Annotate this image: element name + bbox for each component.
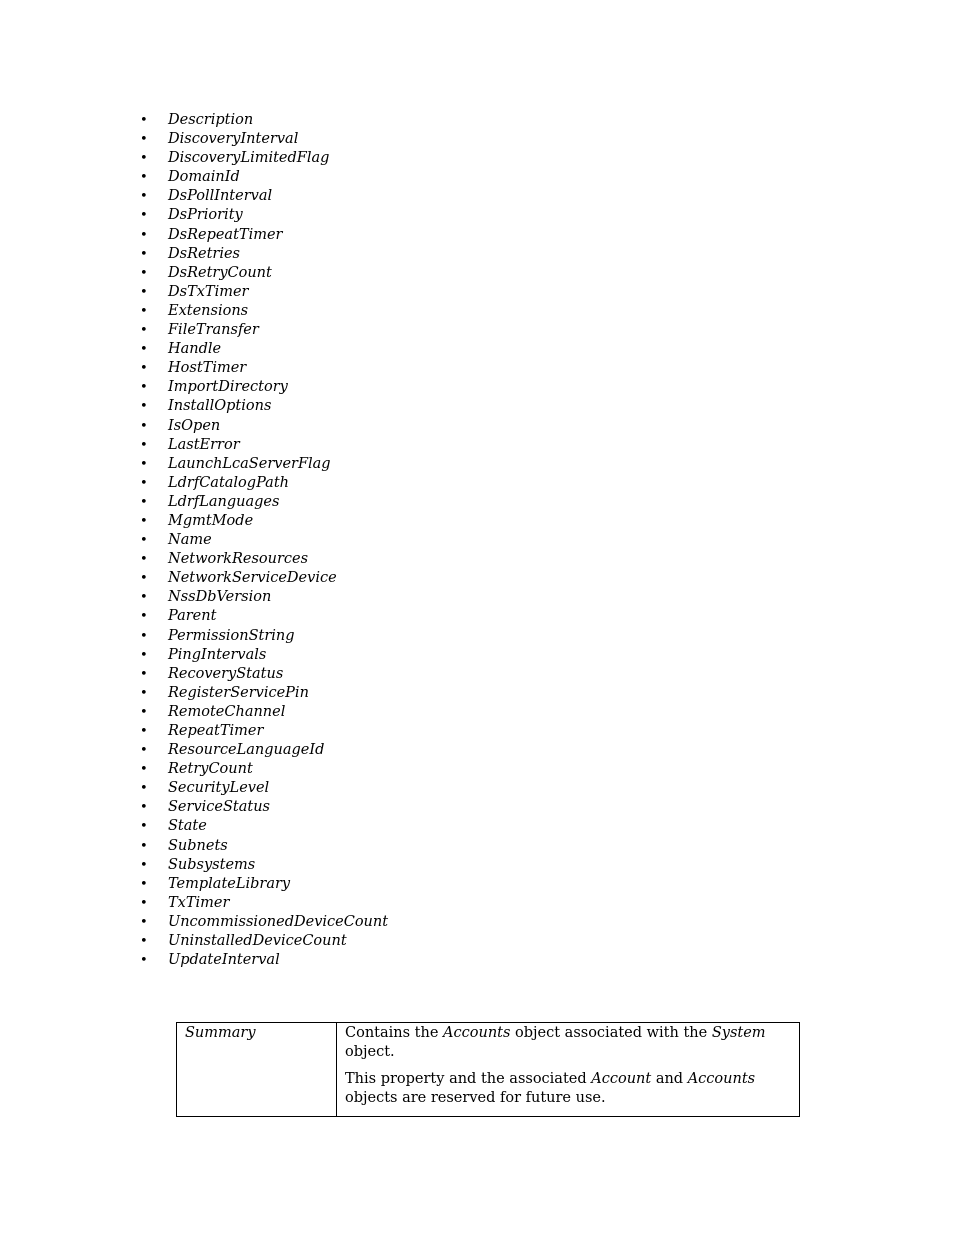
bullet-icon: •	[140, 800, 148, 816]
list-item	[140, 245, 388, 264]
bullet-icon: •	[140, 819, 148, 835]
bullet-icon: •	[140, 494, 148, 510]
property-name: DomainId	[168, 169, 240, 186]
bullet-icon: •	[140, 208, 148, 224]
property-name: Extensions	[168, 302, 249, 319]
list-item	[140, 226, 388, 245]
summary-p1-system: System	[711, 1025, 766, 1041]
property-name: RepeatTimer	[168, 723, 264, 739]
property-name: NetworkServiceDevice	[168, 570, 337, 587]
property-name: LastError	[168, 436, 240, 453]
bullet-icon: •	[140, 151, 148, 167]
bullet-icon: •	[140, 666, 148, 682]
list-item	[140, 321, 388, 340]
list-item	[140, 512, 388, 531]
list-item	[140, 474, 388, 493]
property-name: RetryCount	[168, 761, 253, 778]
list-item	[140, 779, 388, 798]
property-name: UninstalledDeviceCount	[168, 933, 347, 950]
property-name: State	[168, 818, 207, 835]
list-item	[140, 378, 388, 397]
bullet-icon: •	[140, 342, 148, 358]
list-item	[140, 302, 388, 321]
property-name: LdrfLanguages	[168, 493, 280, 510]
property-name: NssDbVersion	[168, 589, 272, 606]
list-item	[140, 149, 388, 168]
property-name: LaunchLcaServerFlag	[168, 455, 331, 472]
bullet-icon: •	[140, 418, 148, 434]
list-item	[140, 455, 388, 474]
list-item	[140, 187, 388, 206]
summary-table	[176, 1022, 800, 1117]
property-name: UpdateInterval	[168, 952, 280, 969]
list-item	[140, 111, 388, 130]
list-item	[140, 130, 388, 149]
list-item	[140, 760, 388, 779]
bullet-icon: •	[140, 475, 148, 491]
list-item	[140, 168, 388, 187]
summary-row	[177, 1023, 800, 1117]
property-name: Subsystems	[168, 856, 256, 873]
list-item	[140, 607, 388, 626]
bullet-icon: •	[140, 361, 148, 377]
summary-p1-text-3: object.	[345, 1044, 395, 1060]
bullet-icon: •	[140, 685, 148, 701]
property-list	[140, 111, 388, 970]
bullet-icon: •	[140, 189, 148, 205]
property-name: ServiceStatus	[168, 799, 270, 816]
property-name: TemplateLibrary	[168, 875, 291, 892]
list-item	[140, 283, 388, 302]
bullet-icon: •	[140, 533, 148, 549]
summary-description	[337, 1023, 800, 1117]
summary-p2-text-1: This property and the associated	[345, 1071, 592, 1087]
bullet-icon: •	[140, 743, 148, 759]
bullet-icon: •	[140, 838, 148, 854]
list-item	[140, 875, 388, 894]
bullet-icon: •	[140, 246, 148, 262]
property-name: NetworkResources	[168, 551, 309, 568]
bullet-icon: •	[140, 303, 148, 319]
bullet-icon: •	[140, 170, 148, 186]
summary-label: Summary	[177, 1023, 337, 1117]
list-item	[140, 684, 388, 703]
list-item	[140, 951, 388, 970]
property-name: ImportDirectory	[168, 379, 288, 396]
summary-p2-accounts: Accounts	[687, 1071, 756, 1087]
property-name: DiscoveryInterval	[168, 131, 299, 148]
bullet-icon: •	[140, 953, 148, 969]
property-name: Name	[168, 532, 212, 549]
bullet-icon: •	[140, 113, 148, 128]
list-item	[140, 837, 388, 856]
property-name: LdrfCatalogPath	[168, 474, 289, 491]
property-name: DsRetries	[168, 245, 240, 262]
property-name: DsRepeatTimer	[168, 226, 283, 243]
list-item	[140, 206, 388, 225]
property-name: FileTransfer	[168, 322, 259, 339]
list-item	[140, 531, 388, 550]
bullet-icon: •	[140, 876, 148, 892]
list-item	[140, 397, 388, 416]
list-item	[140, 932, 388, 951]
summary-paragraph-1	[345, 1024, 791, 1062]
property-name: ResourceLanguageId	[168, 742, 325, 759]
property-name: RemoteChannel	[168, 703, 286, 720]
bullet-icon: •	[140, 399, 148, 415]
list-item	[140, 817, 388, 836]
bullet-icon: •	[140, 456, 148, 472]
list-item	[140, 798, 388, 817]
property-name: DiscoveryLimitedFlag	[168, 150, 330, 167]
summary-p2-text-3: objects are reserved for future use.	[345, 1090, 606, 1106]
bullet-icon: •	[140, 914, 148, 930]
property-name: HostTimer	[168, 360, 247, 377]
list-item	[140, 264, 388, 283]
property-name: Subnets	[168, 837, 228, 854]
list-item	[140, 856, 388, 875]
list-item	[140, 588, 388, 607]
list-item	[140, 436, 388, 455]
property-name: InstallOptions	[168, 398, 272, 415]
bullet-icon: •	[140, 380, 148, 396]
bullet-icon: •	[140, 552, 148, 568]
list-item	[140, 493, 388, 512]
list-item	[140, 569, 388, 588]
bullet-icon: •	[140, 323, 148, 339]
summary-p2-text-2: and	[651, 1071, 688, 1087]
bullet-icon: •	[140, 762, 148, 778]
list-item	[140, 340, 388, 359]
list-item	[140, 703, 388, 722]
bullet-icon: •	[140, 132, 148, 148]
summary-p1-accounts: Accounts	[443, 1025, 511, 1041]
bullet-icon: •	[140, 571, 148, 587]
bullet-icon: •	[140, 284, 148, 300]
bullet-icon: •	[140, 781, 148, 797]
list-item	[140, 913, 388, 932]
summary-p1-text-1: Contains the	[345, 1025, 444, 1041]
bullet-icon: •	[140, 895, 148, 911]
property-name: TxTimer	[168, 894, 230, 911]
list-item	[140, 417, 388, 436]
property-name: DsRetryCount	[168, 264, 272, 281]
summary-p1-text-2: object associated with the	[510, 1025, 712, 1041]
bullet-icon: •	[140, 857, 148, 873]
bullet-icon: •	[140, 609, 148, 625]
property-name: Parent	[168, 608, 217, 625]
property-name: Handle	[168, 341, 222, 358]
list-item	[140, 627, 388, 646]
list-item	[140, 741, 388, 760]
bullet-icon: •	[140, 724, 148, 739]
bullet-icon: •	[140, 265, 148, 281]
list-item	[140, 722, 388, 741]
property-name: UncommissionedDeviceCount	[168, 913, 389, 930]
summary-p2-account: Account	[591, 1071, 652, 1087]
property-name: SecurityLevel	[168, 780, 270, 797]
bullet-icon: •	[140, 628, 148, 644]
bullet-icon: •	[140, 590, 148, 606]
property-name: MgmtMode	[168, 512, 254, 529]
bullet-icon: •	[140, 227, 148, 243]
list-item	[140, 646, 388, 665]
property-name: PingIntervals	[168, 646, 267, 663]
bullet-icon: •	[140, 934, 148, 950]
bullet-icon: •	[140, 647, 148, 663]
summary-paragraph-2	[345, 1070, 791, 1108]
list-item	[140, 550, 388, 569]
property-name: RecoveryStatus	[168, 665, 284, 682]
property-name: PermissionString	[168, 627, 295, 644]
property-name: Description	[168, 112, 254, 128]
list-item	[140, 894, 388, 913]
bullet-icon: •	[140, 437, 148, 453]
property-name: DsPollInterval	[168, 188, 273, 205]
property-name: RegisterServicePin	[168, 684, 309, 701]
property-name: IsOpen	[168, 417, 221, 434]
property-name: DsPriority	[168, 207, 243, 224]
list-item	[140, 665, 388, 684]
list-item	[140, 359, 388, 378]
bullet-icon: •	[140, 704, 148, 720]
bullet-icon: •	[140, 513, 148, 529]
property-name: DsTxTimer	[168, 283, 249, 300]
